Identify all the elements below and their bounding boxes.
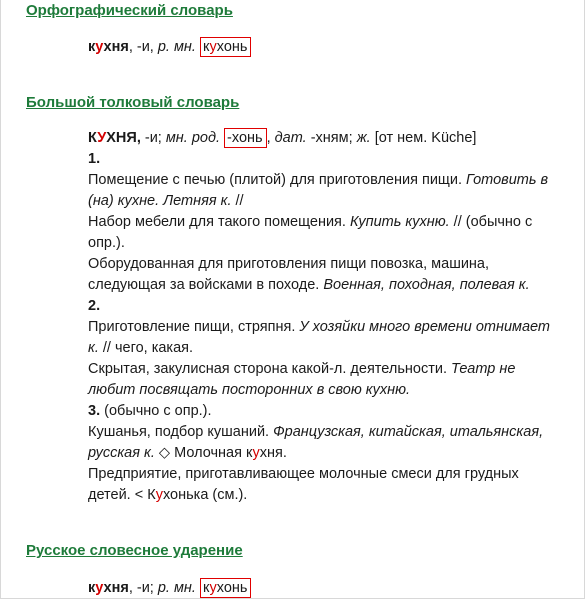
sense-number-3: 3. (обычно с опр.). [88, 403, 212, 419]
section-title-explanatory[interactable]: Большой толковый словарь [26, 94, 240, 111]
headword: кухня [88, 580, 129, 596]
sense-2a: Приготовление пищи, стряпня. У хозяйки много времени отнимает к. // чего, какая. [88, 319, 551, 356]
section-title-orthographic[interactable]: Орфографический словарь [26, 2, 233, 19]
orthographic-entry: кухня, -и, р. мн. кухонь [88, 37, 251, 57]
sense-1b: Набор мебели для такого помещения. Купить кухню. // (обычно с опр.). [88, 214, 533, 251]
entry-header: КУХНЯ, -и; мн. род. -хонь , дат. -хням; ж. [от нем. Küche] [88, 130, 477, 146]
sense-3b: Предприятие, приготавливающее молочные смеси для грудных детей. < Кухонька (см.). [88, 466, 519, 503]
stress-mark: у [95, 39, 104, 55]
sense-number-2: 2. [88, 298, 101, 314]
headword: кухня [88, 39, 129, 55]
highlighted-form: кухонь [200, 37, 251, 57]
stress-mark: у [95, 580, 104, 596]
explanatory-entry [88, 128, 558, 506]
section-title-stress[interactable]: Русское словесное ударение [26, 542, 243, 559]
sense-2b: Скрытая, закулисная сторона какой-л. деятельности. Театр не любит посвящать посторонних в свою кухню. [88, 361, 516, 398]
sense-number-1: 1. [88, 151, 101, 167]
headword: КУХНЯ, [88, 130, 141, 146]
highlighted-form: кухонь [200, 578, 251, 598]
stress-entry: кухня, -и; р. мн. кухонь [88, 578, 251, 598]
sense-1a: Помещение с печью (плитой) для приготовления пищи. Готовить в (на) кухне. Летняя к. // [88, 172, 549, 209]
highlighted-form: -хонь [224, 128, 267, 148]
sense-1c: Оборудованная для приготовления пищи повозка, машина, следующая за войсками в походе. Военная, походная, полевая к. [88, 256, 530, 293]
sense-3a: Кушанья, подбор кушаний. Французская, китайская, итальянская, русская к. ◇ Молочная кухня. [88, 424, 544, 461]
